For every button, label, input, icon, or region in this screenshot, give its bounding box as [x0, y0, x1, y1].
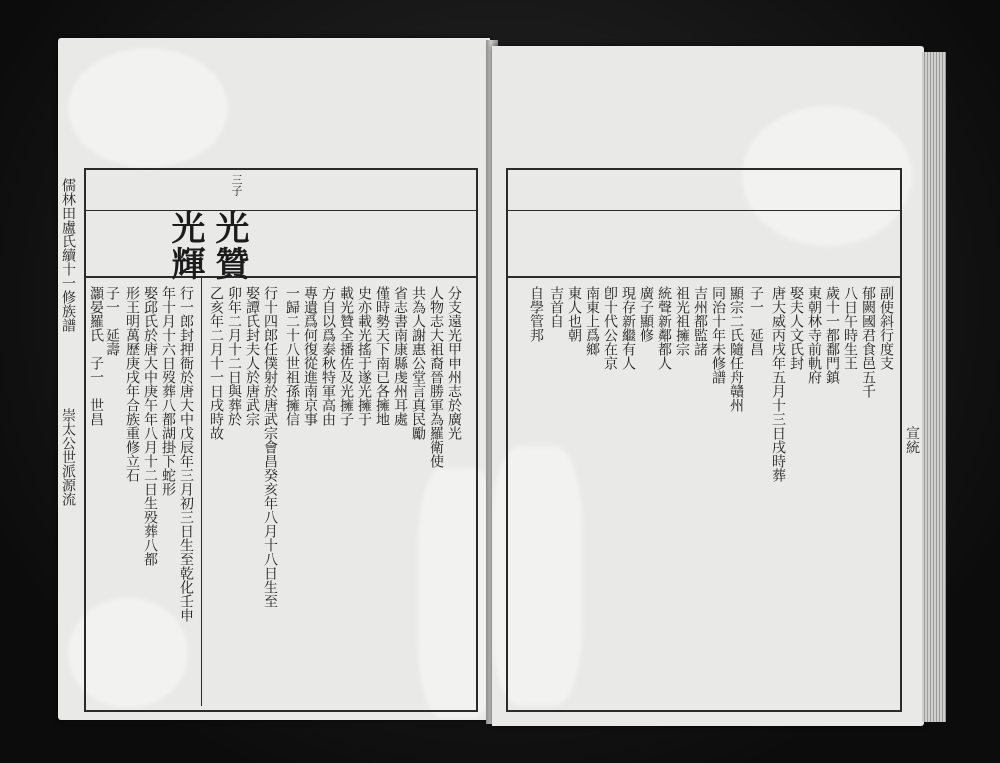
header-inner-rule: [84, 210, 476, 211]
text-column: 統聲新鄰都人: [656, 286, 672, 370]
text-column: 史亦載光搖于遂光擁于: [356, 286, 372, 426]
text-column: 一歸二十八世祖孫擁信: [284, 286, 300, 426]
header-inner-rule: [506, 210, 900, 211]
text-column: 娶譚氏封夫人於唐武宗: [244, 286, 260, 426]
text-column: 僅時勢天下南已各擁地: [374, 286, 390, 426]
person-name-1: 光贊: [209, 210, 249, 282]
text-column: 子一 延壽: [104, 286, 120, 356]
page-edges: [922, 52, 946, 722]
text-column: 吉首自: [548, 286, 564, 328]
text-column: 子一 延昌: [748, 286, 764, 356]
text-column: 郁闕國君食邑五千: [860, 286, 876, 398]
text-column: 八日午時生王: [842, 286, 858, 370]
margin-subtitle: 崇太公世派源流: [60, 408, 76, 506]
text-column: 方自以爲泰秋特軍高由: [320, 286, 336, 426]
text-column: 自學管邦: [528, 286, 544, 342]
text-column: 分支遠光甲申州志於廣光: [446, 286, 462, 440]
text-column: 灝晏羅氏 子一 世昌: [88, 286, 104, 426]
header-rule: [84, 276, 476, 278]
text-column: 唐大威丙戌年五月十三日戌時葬: [770, 286, 786, 482]
text-column: 卽十代公在京: [602, 286, 618, 370]
text-column: 娶夫人文氏封: [788, 286, 804, 370]
text-column: 吉州都監諸: [692, 286, 708, 356]
text-column: 專遺爲何復從進南京事: [302, 286, 318, 426]
text-column: 行十四郎任僕射於唐武宗會昌癸亥年八月十八日生至: [262, 286, 278, 608]
text-column: 現存新繼有人: [620, 286, 636, 370]
text-column: 歲十一都鄱門鎮: [824, 286, 840, 384]
text-column: 副使斜行度支: [878, 286, 894, 370]
right-page: [492, 46, 924, 726]
text-column: 顯宗二氏隨任舟贛州: [728, 286, 744, 412]
text-column: 省志書南康縣虔州耳處: [392, 286, 408, 426]
text-column: 東人也朝: [566, 286, 582, 342]
left-page: [58, 38, 490, 720]
text-column: 乙亥年二月十一日戌時故: [208, 286, 224, 440]
person-name-2: 光輝: [165, 210, 205, 282]
text-column: 載光贊全播佐及光擁子: [338, 286, 354, 426]
text-column: 年十月十六日歿葬八都湖掛下蛇形: [160, 286, 176, 496]
text-column: 娶邱氏於唐大中庚午年八月十二日生殁葬八都: [142, 286, 158, 566]
margin-title: 儒林田盧氏續十一修族譜: [60, 178, 76, 332]
column-divider: [201, 278, 202, 706]
text-column: 形王明萬歷庚戌年合族重修立石: [124, 286, 140, 482]
text-column: 同治十年未修譜: [710, 286, 726, 384]
text-column: 行一郎封押衙於唐大中戊辰年三月初三日生至乾化壬申: [178, 286, 194, 622]
text-column: 廣子顯修: [638, 286, 654, 342]
header-label: 三子: [230, 174, 243, 196]
text-column: 卯年二月十二日與葬於: [226, 286, 242, 426]
text-column: 祖光祖擁宗: [674, 286, 690, 356]
paper-stain: [68, 48, 228, 168]
text-column: 南東上爲鄉: [584, 286, 600, 356]
text-column: 東朝林寺前軌府: [806, 286, 822, 384]
text-column: 共為人謝惠公堂言真民勵: [410, 286, 426, 440]
right-margin-note: 宣統: [904, 426, 920, 454]
text-column: 人物志大祖裔晉勝軍為羅衛使: [428, 286, 444, 468]
header-rule: [506, 276, 900, 278]
